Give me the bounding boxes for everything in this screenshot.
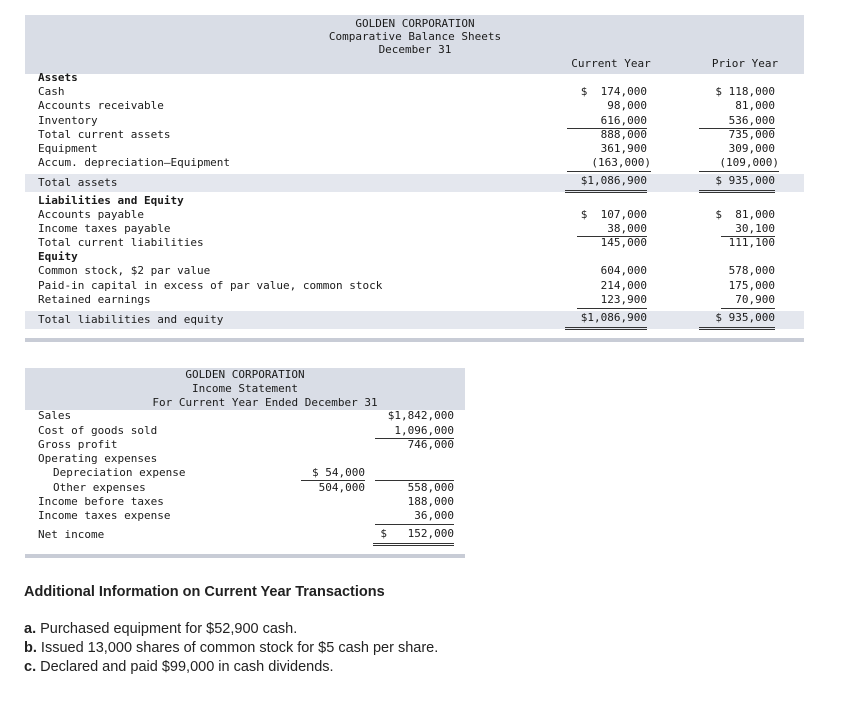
pic-prior: 175,000	[728, 279, 775, 292]
company-name: GOLDEN CORPORATION	[355, 17, 475, 30]
table-bottom-rule	[25, 338, 804, 342]
opex-total: 558,000	[407, 481, 454, 494]
inventory-prior: 536,000	[728, 114, 775, 127]
double-underline	[373, 543, 454, 546]
tle-current: $1,086,900	[580, 311, 647, 324]
row-label: Income taxes expense	[38, 509, 171, 522]
income-statement	[25, 368, 465, 560]
item-letter: a.	[24, 621, 37, 637]
equipment-current: 361,900	[600, 142, 647, 155]
row-label: Cash	[38, 85, 65, 98]
row-label: Paid-in capital in excess of par value, common stock	[38, 279, 383, 292]
ap-current: $ 107,000	[580, 208, 647, 221]
underline	[721, 308, 775, 309]
liabilities-heading: Liabilities and Equity	[38, 194, 184, 207]
row-label: Accum. depreciation—Equipment	[38, 156, 231, 169]
equity-heading: Equity	[38, 250, 78, 263]
row-label: Inventory	[38, 114, 98, 127]
row-label: Total current liabilities	[38, 236, 204, 249]
accum-dep-prior: (109,000)	[719, 156, 779, 169]
sales-value: $1,842,000	[387, 409, 454, 422]
balance-sheet	[25, 15, 804, 345]
row-label: Other expenses	[53, 481, 146, 494]
row-label: Retained earnings	[38, 293, 151, 306]
row-label: Total assets	[38, 176, 118, 189]
row-label: Equipment	[38, 142, 98, 155]
underline	[375, 524, 454, 525]
gross-value: 746,000	[407, 438, 454, 451]
column-header-current: Current Year	[571, 57, 651, 70]
tca-prior: 735,000	[728, 128, 775, 141]
item-letter: c.	[24, 659, 37, 675]
underline	[699, 171, 779, 172]
net-dollar: $	[380, 527, 387, 540]
underline	[567, 171, 651, 172]
cash-prior: $ 118,000	[715, 85, 775, 98]
cs-current: 604,000	[600, 264, 647, 277]
item-text: Purchased equipment for $52,900 cash.	[36, 621, 298, 637]
row-label: Depreciation expense	[53, 466, 186, 479]
column-header-prior: Prior Year	[711, 57, 779, 70]
itp-prior: 30,100	[735, 222, 775, 235]
ar-prior: 81,000	[735, 99, 775, 112]
tle-prior: $ 935,000	[715, 311, 775, 324]
underline	[375, 480, 454, 481]
total-assets-band	[25, 174, 804, 192]
accum-dep-current: (163,000)	[591, 156, 651, 169]
statement-date: December 31	[378, 43, 452, 56]
info-item	[24, 620, 824, 639]
opex-heading: Operating expenses	[38, 452, 158, 465]
tax-value: 36,000	[414, 509, 454, 522]
company-name: GOLDEN CORPORATION	[185, 368, 305, 381]
item-text: Issued 13,000 shares of common stock for $5 cash per share.	[36, 640, 439, 656]
cogs-value: 1,096,000	[394, 424, 454, 437]
double-underline	[565, 327, 647, 330]
total-assets-current: $1,086,900	[580, 174, 647, 187]
additional-info	[24, 584, 824, 677]
info-heading: Additional Information on Current Year Transactions	[24, 584, 385, 600]
underline	[577, 308, 647, 309]
row-label: Income taxes payable	[38, 222, 171, 235]
statement-title: Comparative Balance Sheets	[328, 30, 502, 43]
double-underline	[699, 327, 775, 330]
tcl-current: 145,000	[600, 236, 647, 249]
info-item	[24, 639, 824, 658]
cash-current: $ 174,000	[580, 85, 647, 98]
tcl-prior: 111,100	[728, 236, 775, 249]
ibt-value: 188,000	[407, 495, 454, 508]
itp-current: 38,000	[607, 222, 647, 235]
net-value: 152,000	[407, 527, 454, 540]
re-prior: 70,900	[735, 293, 775, 306]
double-underline	[699, 190, 775, 193]
table-bottom-rule	[25, 554, 465, 558]
depr-value: $ 54,000	[312, 466, 365, 479]
pic-current: 214,000	[600, 279, 647, 292]
row-label: Net income	[38, 528, 105, 541]
row-label: Accounts receivable	[38, 99, 164, 112]
row-label: Gross profit	[38, 438, 118, 451]
info-item	[24, 658, 824, 677]
item-letter: b.	[24, 640, 37, 656]
ar-current: 98,000	[607, 99, 647, 112]
underline	[301, 480, 365, 481]
tca-current: 888,000	[600, 128, 647, 141]
inventory-current: 616,000	[600, 114, 647, 127]
total-assets-prior: $ 935,000	[715, 174, 775, 187]
row-label: Accounts payable	[38, 208, 144, 221]
cs-prior: 578,000	[728, 264, 775, 277]
statement-period: For Current Year Ended December 31	[152, 396, 378, 409]
double-underline	[565, 190, 647, 193]
row-label: Total current assets	[38, 128, 171, 141]
equipment-prior: 309,000	[728, 142, 775, 155]
item-text: Declared and paid $99,000 in cash dividends.	[36, 659, 334, 675]
row-label: Cost of goods sold	[38, 424, 158, 437]
row-label: Common stock, $2 par value	[38, 264, 211, 277]
assets-heading: Assets	[38, 71, 78, 84]
re-current: 123,900	[600, 293, 647, 306]
statement-title: Income Statement	[192, 382, 298, 395]
row-label: Income before taxes	[38, 495, 164, 508]
ap-prior: $ 81,000	[715, 208, 775, 221]
row-label: Total liabilities and equity	[38, 313, 224, 326]
row-label: Sales	[38, 409, 72, 422]
other-value: 504,000	[318, 481, 365, 494]
